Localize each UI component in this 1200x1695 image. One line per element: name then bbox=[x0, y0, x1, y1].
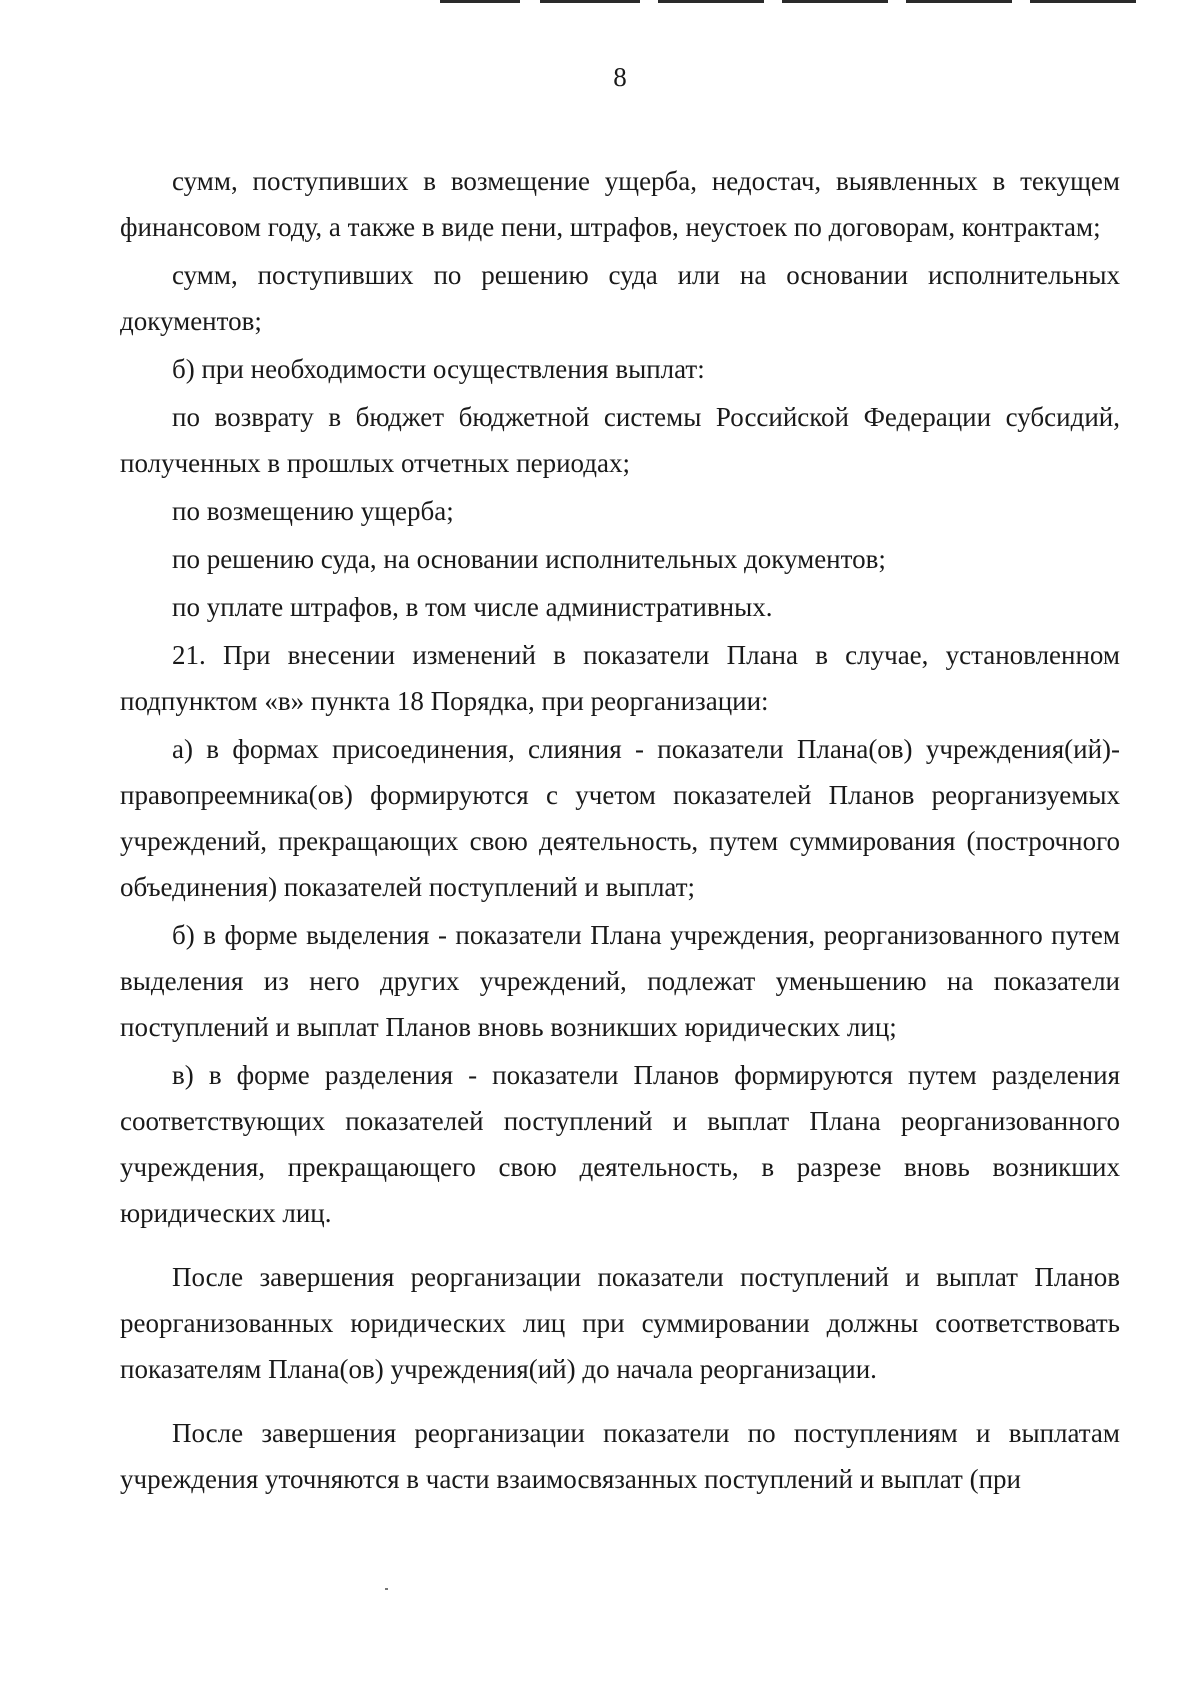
paragraph: по уплате штрафов, в том числе административных. bbox=[172, 592, 773, 622]
paragraph: б) в форме выделения - показатели Плана учреждения, реорганизованного путем выделения из него других учреждений, подлежат уменьшению на показатели поступлений и выплат Планов вновь возникших юридических лиц; bbox=[120, 920, 1120, 1042]
paragraph: по возмещению ущерба; bbox=[172, 496, 454, 526]
paragraph: в) в форме разделения - показатели Планов формируются путем разделения соответствующих показателей поступлений и выплат Плана реорганизованного учреждения, прекращающего свою деятельность, в разрезе вновь возникших юридических лиц. bbox=[120, 1060, 1120, 1228]
scan-edge-mark bbox=[440, 0, 520, 3]
scan-speck bbox=[385, 1588, 388, 1590]
paragraph: После завершения реорганизации показатели поступлений и выплат Планов реорганизованных юридических лиц при суммировании должны соответствовать показателям Плана(ов) учреждения(ий) до начала реорганизации. bbox=[120, 1262, 1120, 1384]
paragraph: сумм, поступивших в возмещение ущерба, недостач, выявленных в текущем финансовом году, а также в виде пени, штрафов, неустоек по договорам, контрактам; bbox=[120, 166, 1120, 242]
scan-edge-mark bbox=[906, 0, 1012, 3]
paragraph: по возврату в бюджет бюджетной системы Российской Федерации субсидий, полученных в прошлых отчетных периодах; bbox=[120, 402, 1120, 478]
page-number: 8 bbox=[613, 62, 627, 92]
paragraph: После завершения реорганизации показатели по поступлениям и выплатам учреждения уточняются в части взаимосвязанных поступлений и выплат (при bbox=[120, 1418, 1120, 1494]
paragraph: по решению суда, на основании исполнительных документов; bbox=[172, 544, 886, 574]
paragraph: сумм, поступивших по решению суда или на основании исполнительных документов; bbox=[120, 260, 1120, 336]
paragraph: б) при необходимости осуществления выплат: bbox=[172, 354, 705, 384]
scan-edge-mark bbox=[540, 0, 640, 3]
scan-edge-mark bbox=[782, 0, 888, 3]
document-body bbox=[120, 158, 1120, 1502]
paragraph: а) в формах присоединения, слияния - показатели Плана(ов) учреждения(ий)-правопреемника(ов) формируются с учетом показателей Планов реорганизуемых учреждений, прекращающих свою деятельность, путем суммирования (построчного объединения) показателей поступлений и выплат; bbox=[120, 734, 1120, 902]
paragraph: 21. При внесении изменений в показатели Плана в случае, установленном подпунктом «в» пункта 18 Порядка, при реорганизации: bbox=[120, 640, 1120, 716]
scan-edge-mark bbox=[658, 0, 764, 3]
scan-edge-mark bbox=[1030, 0, 1136, 3]
